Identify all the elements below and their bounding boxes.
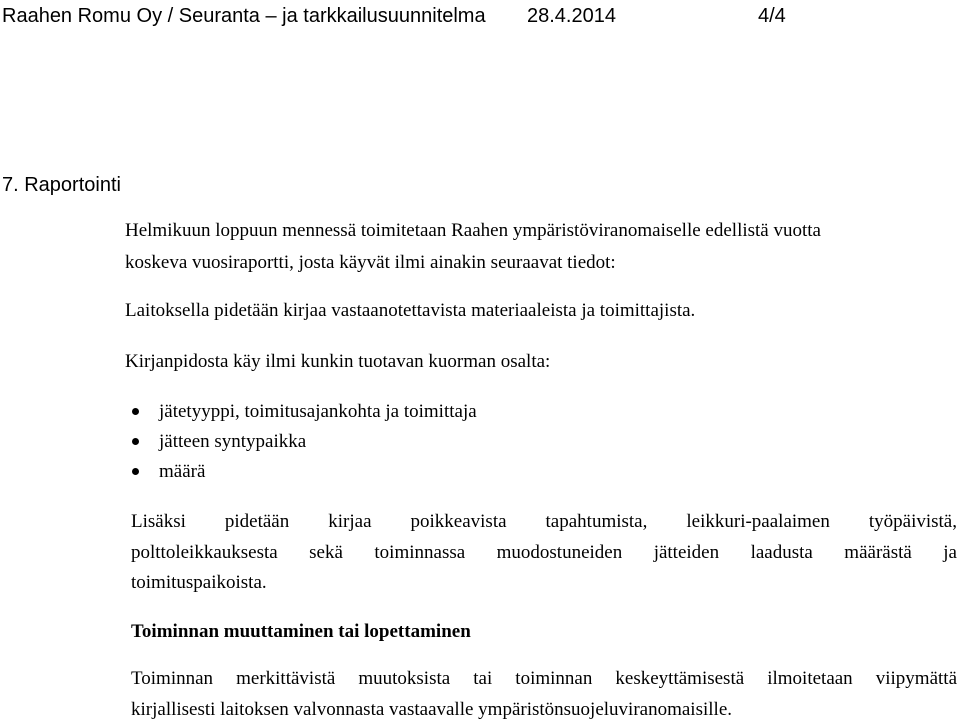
bullet-item-2: jätteen syntypaikka	[159, 431, 307, 452]
intro-line-1: Helmikuun loppuun mennessä toimitetaan Raahen ympäristöviranomaiselle edellistä vuotta	[125, 220, 821, 241]
bullet-item-1: jätetyyppi, toimitusajankohta ja toimittaja	[159, 401, 477, 422]
bullet-icon	[132, 468, 139, 475]
bullet-icon	[132, 438, 139, 445]
record-line: Laitoksella pidetään kirjaa vastaanotettavista materiaaleista ja toimittajista.	[125, 300, 696, 321]
extra-line-2: polttoleikkauksesta sekä toiminnassa muodostuneiden jätteiden laadusta määrästä ja	[131, 542, 957, 563]
header-title: Raahen Romu Oy / Seuranta – ja tarkkailusuunnitelma	[2, 5, 486, 27]
extra-line-1: Lisäksi pidetään kirjaa poikkeavista tapahtumista, leikkuri-paalaimen työpäivistä,	[131, 511, 957, 532]
subsection-line-1: Toiminnan merkittävistä muutoksista tai toiminnan keskeyttämisestä ilmoitetaan viipymättä	[131, 668, 957, 689]
header-page-number: 4/4	[758, 5, 786, 27]
section-heading: 7. Raportointi	[2, 174, 121, 196]
bullet-icon	[132, 408, 139, 415]
bullet-item-3: määrä	[159, 461, 206, 482]
subsection-line-2: kirjallisesti laitoksen valvonnasta vastaavalle ympäristönsuojeluviranomaisille.	[131, 699, 732, 720]
extra-line-3: toimituspaikoista.	[131, 572, 267, 593]
bookkeeping-line: Kirjanpidosta käy ilmi kunkin tuotavan kuorman osalta:	[125, 351, 551, 372]
header-date: 28.4.2014	[527, 5, 616, 27]
intro-line-2: koskeva vuosiraportti, josta käyvät ilmi ainakin seuraavat tiedot:	[125, 252, 616, 273]
subsection-heading: Toiminnan muuttaminen tai lopettaminen	[131, 621, 471, 642]
